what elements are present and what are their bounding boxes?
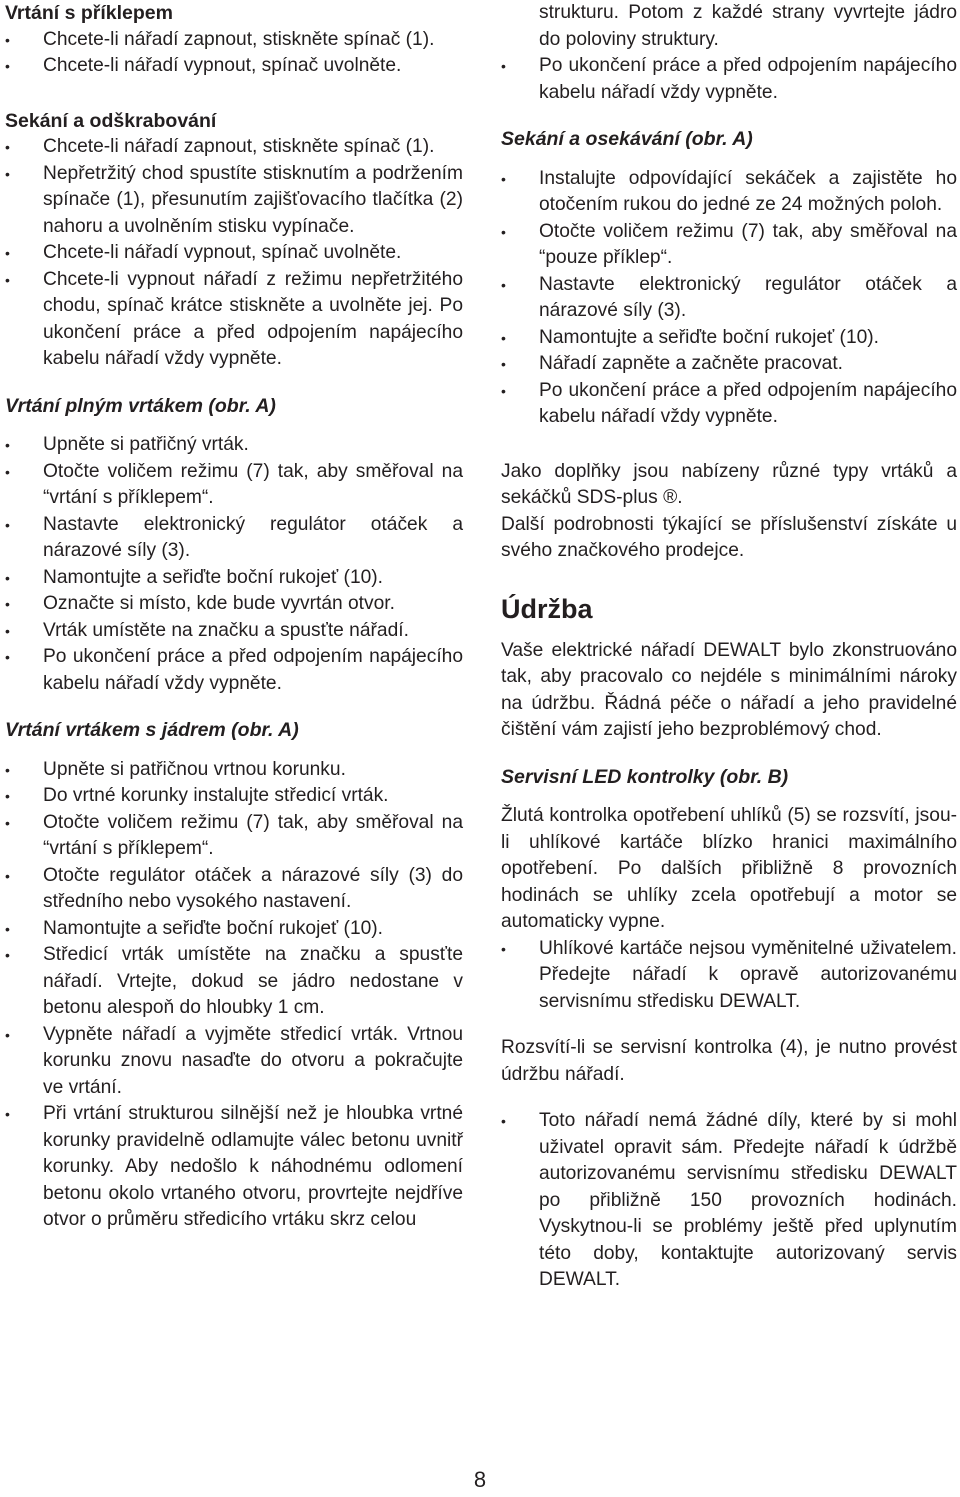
list-item: • Namontujte a seřiďte boční rukojeť (10). — [5, 565, 463, 592]
list-item: • Instalujte odpovídající sekáček a zajistěte ho otočením rukou do jedné ze 24 možných poloh. — [501, 166, 957, 219]
section-heading-hammer-drilling: Vrtání s příklepem — [5, 2, 173, 24]
section-heading-core-bit-drilling: Vrtání vrtákem s jádrem (obr. A) — [5, 719, 299, 741]
list-item: • Vrták umístěte na značku a spusťte nářadí. — [5, 618, 463, 645]
service-led-paragraph: Žlutá kontrolka opotřebení uhlíků (5) se rozsvítí, jsou-li uhlíkové kartáče blízko hranici maximálního opotřebení. Po dalších přibližně 8 provozních hodinách se uhlíky zcela opotřebují a motor se automaticky vypne. — [501, 805, 957, 932]
continuation-text: strukturu. Potom z každé strany vyvrtejte jádro do poloviny struktury. — [539, 2, 957, 50]
list-item: • Otočte regulátor otáček a nárazové síly (3) do středního nebo vysokého nastavení. — [5, 863, 463, 916]
list-item: • Otočte voličem režimu (7) tak, aby směřoval na “vrtání s příklepem“. — [5, 459, 463, 512]
section-heading-solid-bit-drilling: Vrtání plným vrtákem (obr. A) — [5, 394, 276, 417]
list-item: • Chcete-li nářadí vypnout, spínač uvolněte. — [5, 240, 463, 267]
list-item: • Namontujte a seřiďte boční rukojeť (10). — [501, 325, 957, 352]
maintenance-paragraph: Vaše elektrické nářadí DEWALT bylo zkonstruováno tak, aby pracovalo co nejdéle s minimálními nároky na údržbu. Řádná péče o nářadí a jeho pravidelné čištění vám zajistí jeho bezproblémový chod. — [501, 639, 957, 740]
list-item: • Upněte si patřičnou vrtnou korunku. — [5, 757, 463, 784]
list-item: • Po ukončení práce a před odpojením napájecího kabelu nářadí vždy vypněte. — [501, 378, 957, 431]
list-item: • Do vrtné korunky instalujte středicí vrták. — [5, 783, 463, 810]
core-bit-drilling-list — [5, 757, 463, 1234]
solid-bit-drilling-list — [5, 432, 463, 697]
list-item: • Chcete-li nářadí zapnout, stiskněte spínač (1). — [5, 27, 463, 54]
list-item: • Nastavte elektronický regulátor otáček a nárazové síly (3). — [501, 272, 957, 325]
right-column — [501, 0, 957, 1294]
list-item: • Upněte si patřičný vrták. — [5, 432, 463, 459]
list-item: • Nářadí zapněte a začněte pracovat. — [501, 351, 957, 378]
continuation-list — [501, 53, 957, 106]
service-led-list — [501, 936, 957, 1016]
list-item: • Chcete-li vypnout nářadí z režimu nepřetržitého chodu, spínač krátce stiskněte a uvolněte jej. Po ukončení práce a před odpojením napájecího kabelu nářadí vždy vypněte. — [5, 267, 463, 373]
section-heading-chipping: Sekání a osekávání (obr. A) — [501, 128, 753, 150]
service-led-list — [501, 1108, 957, 1294]
accessories-paragraph: Další podrobnosti týkající se příslušenství získáte u svého značkového prodejce. — [501, 513, 957, 561]
list-item: • Otočte voličem režimu (7) tak, aby směřoval na “pouze příklep“. — [501, 219, 957, 272]
list-item: • Nepřetržitý chod spustíte stisknutím a podržením spínače (1), přesunutím zajišťovacího tlačítka (2) nahoru a uvolněním stisku vypínače. — [5, 161, 463, 241]
section-heading-chiselling: Sekání a odškrabování — [5, 109, 217, 132]
list-item: • Chcete-li nářadí vypnout, spínač uvolněte. — [5, 53, 463, 80]
list-item: • Nastavte elektronický regulátor otáček a nárazové síly (3). — [5, 512, 463, 565]
service-led-paragraph: Rozsvítí-li se servisní kontrolka (4), je nutno provést údržbu nářadí. — [501, 1037, 957, 1085]
hammer-drilling-list — [5, 27, 463, 80]
section-heading-maintenance: Údržba — [501, 593, 593, 624]
list-item: • Středicí vrták umístěte na značku a spusťte nářadí. Vrtejte, dokud se jádro nedostane v betonu alespoň do hloubky 1 cm. — [5, 942, 463, 1022]
list-item: • Chcete-li nářadí zapnout, stiskněte spínač (1). — [5, 134, 463, 161]
list-item: • Po ukončení práce a před odpojením napájecího kabelu nářadí vždy vypněte. — [501, 53, 957, 106]
list-item: • Vypněte nářadí a vyjměte středicí vrták. Vrtnou korunku znovu nasaďte do otvoru a pokračujte ve vrtání. — [5, 1022, 463, 1102]
list-item: • Při vrtání strukturou silnější než je hloubka vrtné korunky pravidelně odlamujte válec betonu uvnitř korunky. Aby nedošlo k náhodnému odlomení betonu okolo vrtaného otvoru, provrtejte nejdříve otvor o průměru středicího vrtáku skrz celou — [5, 1101, 463, 1234]
accessories-paragraph: Jako doplňky jsou nabízeny různé typy vrtáků a sekáčků SDS-plus ®. — [501, 460, 957, 508]
list-item: • Označte si místo, kde bude vyvrtán otvor. — [5, 591, 463, 618]
list-item: • Uhlíkové kartáče nejsou vyměnitelné uživatelem. Předejte nářadí k opravě autorizovanému servisnímu středisku DEWALT. — [501, 936, 957, 1016]
list-item: • Namontujte a seřiďte boční rukojeť (10). — [5, 916, 463, 943]
page-number: 8 — [473, 1467, 487, 1492]
list-item: • Toto nářadí nemá žádné díly, které by si mohl uživatel opravit sám. Předejte nářadí k údržbě autorizovanému servisnímu středisku DEWALT po přibližně 150 provozních hodinách. Vyskytnou-li se problémy ještě před uplynutím této doby, kontaktujte autorizovaný servis DEWALT. — [501, 1108, 957, 1294]
chipping-list — [501, 166, 957, 431]
list-item: • Otočte voličem režimu (7) tak, aby směřoval na “vrtání s příklepem“. — [5, 810, 463, 863]
left-column — [5, 0, 463, 1234]
list-item: • Po ukončení práce a před odpojením napájecího kabelu nářadí vždy vypněte. — [5, 644, 463, 697]
section-heading-service-led: Servisní LED kontrolky (obr. B) — [501, 765, 789, 788]
chiselling-list — [5, 134, 463, 373]
